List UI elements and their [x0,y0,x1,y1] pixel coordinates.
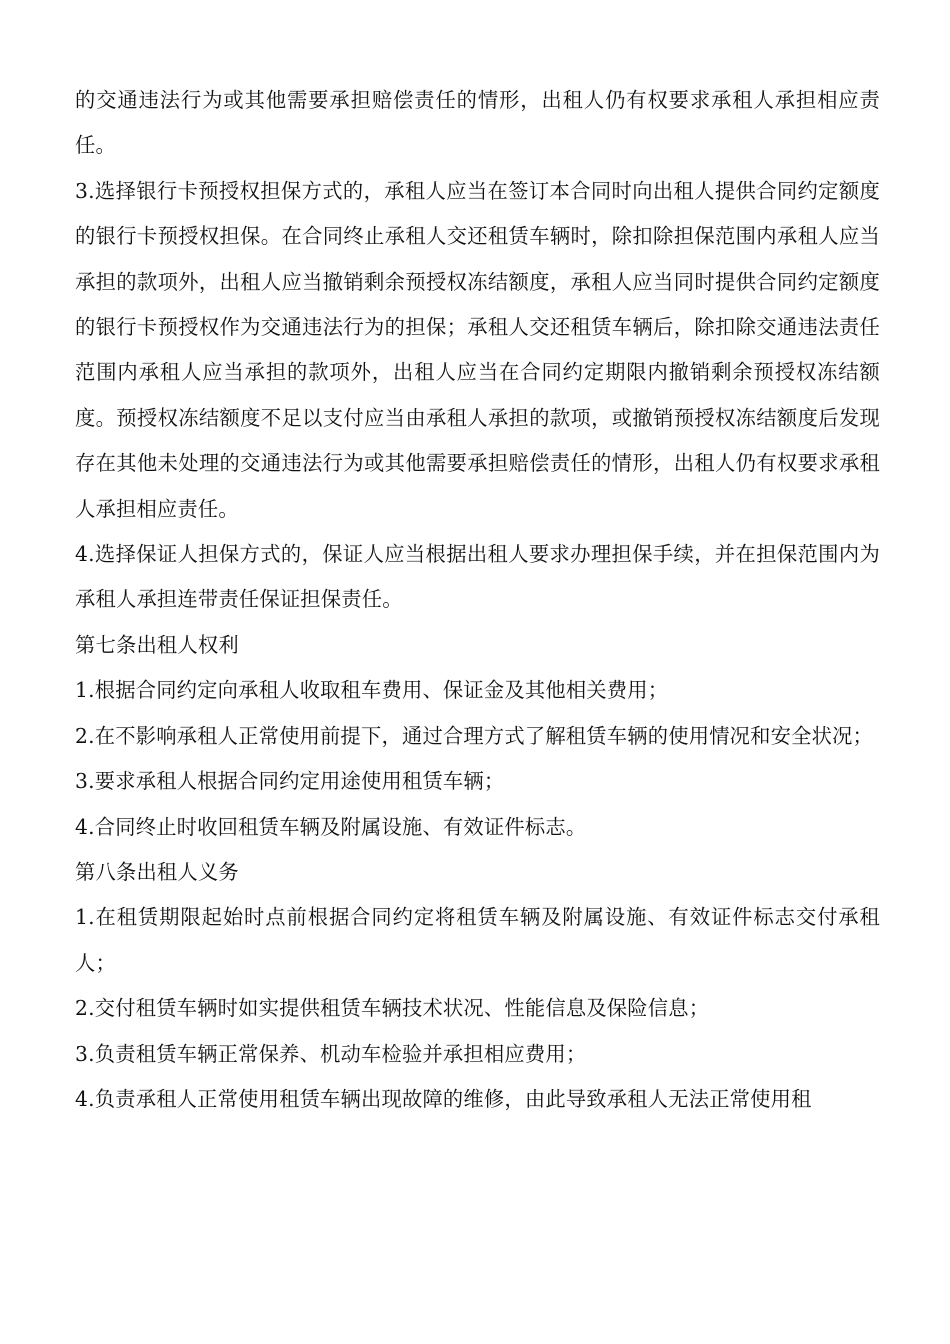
document-page [75,78,880,1122]
section-heading-article-8: 第八条出租人义务 [75,859,239,884]
section-heading-article-7: 第七条出租人权利 [75,632,239,657]
article-8-item-3: 3.负责租赁车辆正常保养、机动车检验并承担相应费用； [75,1041,587,1066]
article-8-item-1: 1.在租赁期限起始时点前根据合同约定将租赁车辆及附属设施、有效证件标志交付承租人； [75,905,880,975]
clause-item-3: 3.选择银行卡预授权担保方式的，承租人应当在签订本合同时向出租人提供合同约定额度的银行卡预授权担保。在合同终止承租人交还租赁车辆时，除扣除担保范围内承租人应当承担的款项外，出租人应当撤销剩余预授权冻结额度，承租人应当同时提供合同约定额度的银行卡预授权作为交通违法行为的担保；承租人交还租赁车辆后，除扣除交通违法责任范围内承租人应当承担的款项外，出租人应当在合同约定期限内撤销剩余预授权冻结额度。预授权冻结额度不足以支付应当由承租人承担的款项，或撤销预授权冻结额度后发现存在其他未处理的交通违法行为或其他需要承担赔偿责任的情形，出租人仍有权要求承租人承担相应责任。 [75,178,880,521]
clause-item-4: 4.选择保证人担保方式的，保证人应当根据出租人要求办理担保手续，并在担保范围内为承租人承担连带责任保证担保责任。 [75,542,880,612]
paragraph-continuation: 的交通违法行为或其他需要承担赔偿责任的情形，出租人仍有权要求承租人承担相应责任。 [75,88,880,158]
article-7-item-1: 1.根据合同约定向承租人收取租车费用、保证金及其他相关费用； [75,678,669,703]
article-7-item-4: 4.合同终止时收回租赁车辆及附属设施、有效证件标志。 [75,814,587,839]
article-7-item-2: 2.在不影响承租人正常使用前提下，通过合理方式了解租赁车辆的使用情况和安全状况； [75,723,874,748]
article-8-item-2: 2.交付租赁车辆时如实提供租赁车辆技术状况、性能信息及保险信息； [75,996,710,1021]
article-8-item-4: 4.负责承租人正常使用租赁车辆出现故障的维修，由此导致承租人无法正常使用租 [75,1086,812,1111]
article-7-item-3: 3.要求承租人根据合同约定用途使用租赁车辆； [75,769,505,794]
